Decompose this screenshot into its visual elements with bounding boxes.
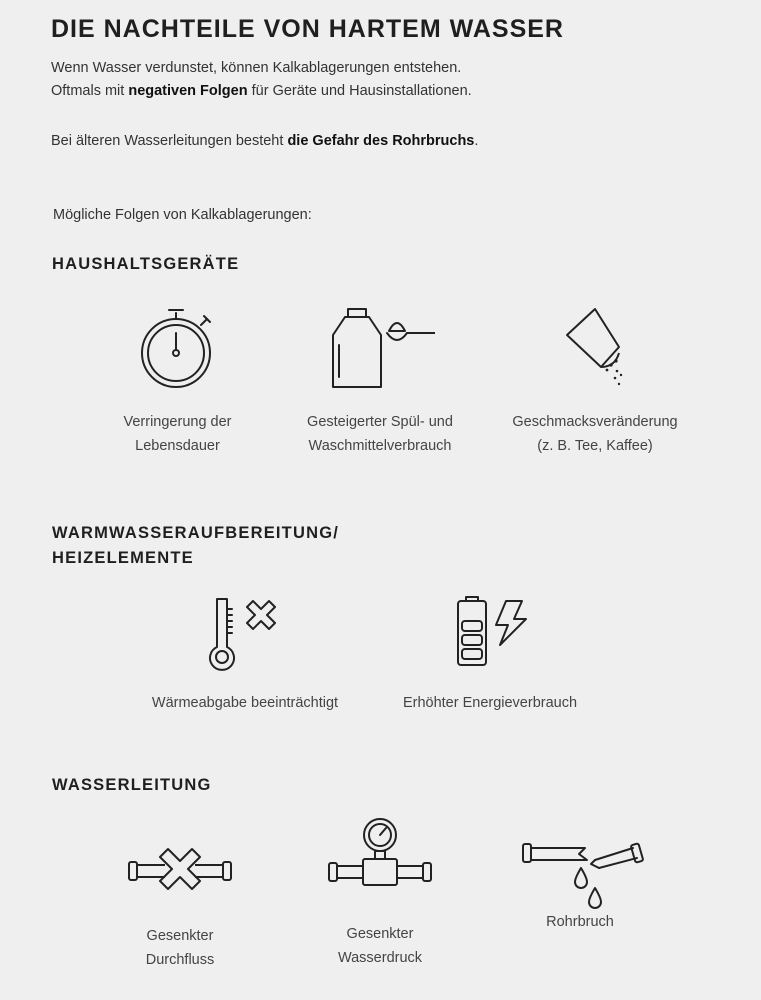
intro-line-3-post: . (474, 133, 479, 149)
section-heading-heating (52, 521, 339, 571)
thermometer-cross-icon (203, 595, 287, 671)
intro-line-3 (51, 130, 478, 152)
salt-shaker-icon (555, 305, 635, 389)
household-item-lifespan (100, 305, 255, 458)
pipes-caption-3 (505, 910, 655, 934)
heating-item-heat (140, 595, 350, 715)
caption-line: Lebensdauer (135, 438, 220, 454)
caption-line: Rohrbruch (546, 914, 614, 930)
intro-line-2-pre: Oftmals mit (51, 83, 129, 99)
household-item-taste (500, 305, 690, 458)
pipes-caption-1 (110, 924, 250, 972)
intro-line-1: Wenn Wasser verdunstet, können Kalkablagerungen entstehen. (51, 60, 462, 76)
caption-line: (z. B. Tee, Kaffee) (537, 438, 653, 454)
pipe-cross-icon (125, 845, 235, 895)
caption-line: Waschmittelverbrauch (308, 438, 452, 454)
pipes-item-flow (110, 845, 250, 972)
intro-line-3-pre: Bei älteren Wasserleitungen besteht (51, 133, 288, 149)
caption-line: Wasserdruck (337, 950, 423, 966)
intro-line-2-post: für Geräte und Hausinstallationen. (247, 83, 472, 99)
battery-lightning-icon (450, 595, 530, 671)
heating-item-energy (390, 595, 590, 715)
caption-line: Gesenkter (146, 928, 214, 944)
household-item-detergent (290, 305, 470, 458)
heating-caption-1 (140, 691, 350, 715)
household-caption-3 (500, 410, 690, 458)
heading-line: WARMWASSERAUFBEREITUNG/ (52, 524, 340, 542)
pipes-item-pressure (310, 815, 450, 970)
caption-line: Gesteigerter Spül- und (307, 414, 453, 430)
caption-line: Gesenkter (346, 926, 414, 942)
intro-line-2-bold: negativen Folgen (128, 83, 248, 99)
household-caption-2 (290, 410, 470, 458)
pipe-gauge-icon (325, 815, 435, 889)
caption-line: Verringerung der (123, 414, 232, 430)
stopwatch-icon (133, 305, 223, 389)
caption-line: Erhöhter Energieverbrauch (402, 695, 578, 711)
intro-line-3-bold: die Gefahr des Rohrbruchs (287, 133, 475, 149)
pipes-caption-2 (310, 922, 450, 970)
caption-line: Wärmeabgabe beeinträchtigt (151, 695, 339, 711)
heading-line: HEIZELEMENTE (52, 549, 194, 567)
page-title: DIE NACHTEILE VON HARTEM WASSER (51, 15, 564, 43)
heating-caption-2 (390, 691, 590, 715)
household-caption-1 (100, 410, 255, 458)
intro-line-2 (51, 80, 472, 102)
caption-line: Geschmacksveränderung (512, 414, 678, 430)
section-heading-household: HAUSHALTSGERÄTE (52, 255, 240, 273)
section-heading-pipes: WASSERLEITUNG (52, 776, 212, 794)
caption-line: Durchfluss (145, 952, 215, 968)
detergent-bottle-icon (325, 305, 435, 391)
consequences-intro: Mögliche Folgen von Kalkablagerungen: (53, 207, 312, 223)
pipes-item-burst (505, 830, 655, 934)
broken-pipe-icon (515, 830, 645, 910)
